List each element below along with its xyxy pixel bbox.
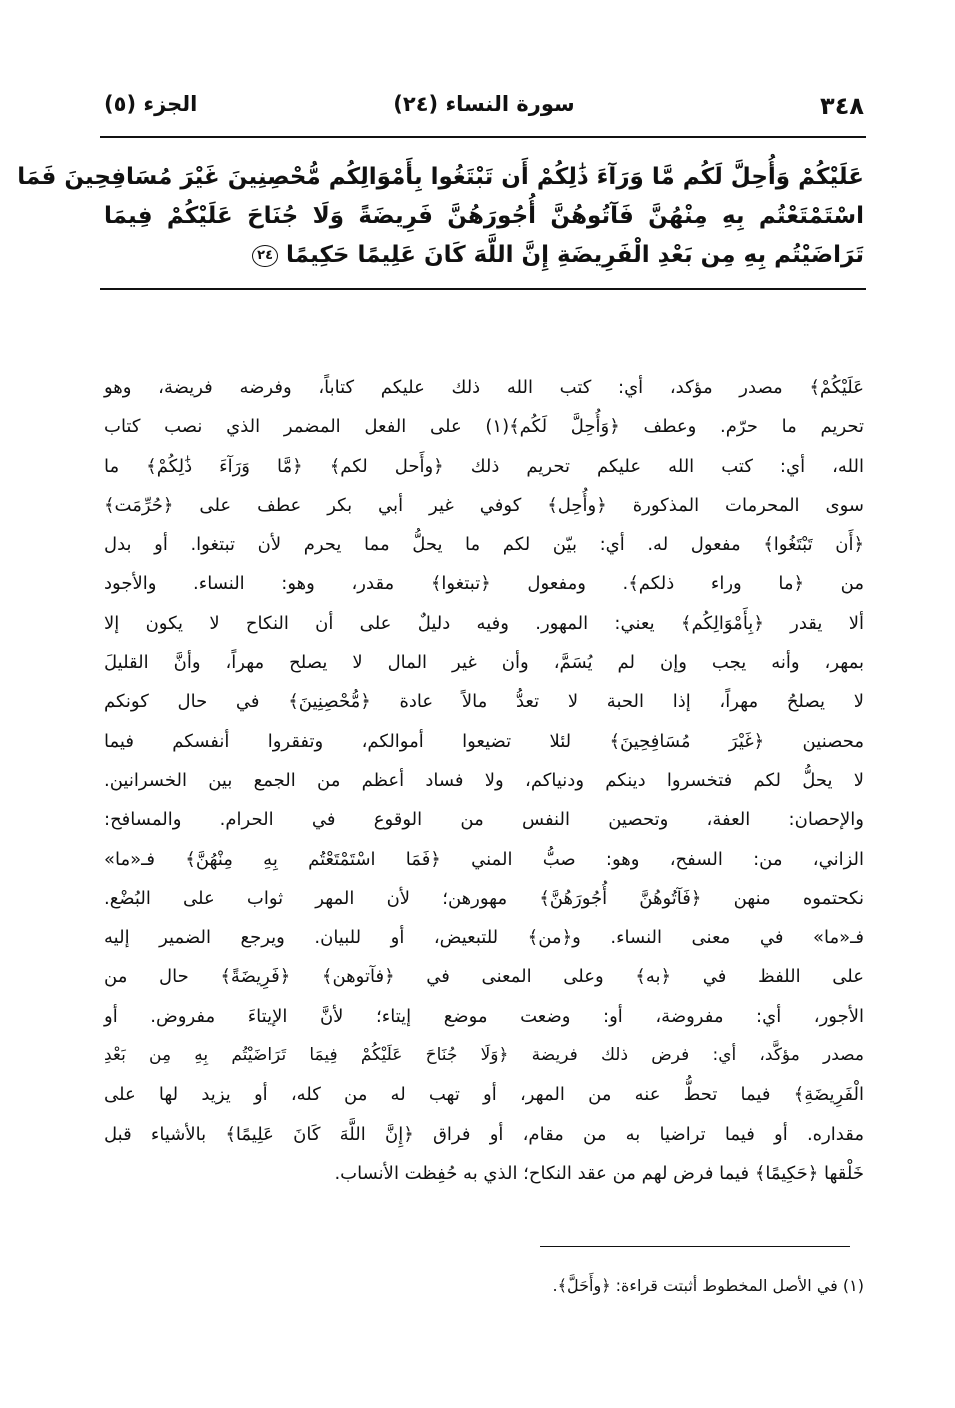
text-line: على اللفظ في ﴿به﴾ وعلى المعنى في ﴿فآتوهن﴾ ﴿فَرِيضَةً﴾ حال من <box>104 966 864 988</box>
text-line: الزاني، من: السفح، وهو: صبُّ المني ﴿فَمَا اسْتَمْتَعْتُم بِهِ مِنْهُنَّ﴾ فـ«ما» <box>104 848 864 870</box>
ayah-number-marker: ٢٤ <box>252 245 278 267</box>
page-number: ٣٤٨ <box>820 92 864 120</box>
text-line: عَلَيْكُمْ﴾ مصدر مؤكد، أي: كتب الله ذلك عليكم كتاباً، وفرضه فريضة، وهو <box>104 377 864 398</box>
text-line: لا يحلُّ لكم فتخسروا دينكم ودنياكم، ولا فساد أعظم من الجمع بين الخسرانين. <box>104 769 864 791</box>
running-header <box>104 86 864 126</box>
text-line: والإحصان: العفة، وتحصين النفس من الوقوع في الحرام. والمسافح: <box>104 809 864 831</box>
verse-rule <box>100 288 866 290</box>
text-line: الْفَرِيضَةِ﴾ فيما تحطُّ عنه من المهر، أو تهب له من كله، أو يزيد لها على <box>104 1084 864 1106</box>
text-line: خَلْقها ﴿حَكِيمًا﴾ فيما فرض لهم من عقد النكاح؛ الذي به حُفِظت الأنساب. <box>334 1162 864 1184</box>
surah-title: سورة النساء (٢٤) <box>393 92 575 116</box>
juz-label: الجزء (٥) <box>104 92 198 116</box>
verse-line <box>104 236 864 275</box>
text-line: تحريم ما حرّم. وعطف ﴿وَأُحِلَّ لَكُم﴾(١) على الفعل المضمر الذي نصب كتاب <box>104 416 864 438</box>
verse-line: اسْتَمْتَعْتُم بِهِ مِنْهُنَّ فَآتُوهُنَّ أُجُورَهُنَّ فَرِيضَةً وَلَا جُنَاحَ عَلَيْكُمْ فِيمَا <box>104 203 864 229</box>
text-line: لا يصلحُ مهراً، إذا الحبة لا تعدُّ مالاً عادة ﴿مُّحْصِنِينَ﴾ في حال كونكم <box>104 691 864 713</box>
text-line: من ﴿ما وراء ذلكم﴾. ومفعول ﴿تبتغوا﴾ مقدر، وهو: النساء. والأجود <box>104 573 864 595</box>
verse-line-text: تَرَاضَيْتُم بِهِ مِن بَعْدِ الْفَرِيضَةِ إِنَّ اللَّهَ كَانَ عَلِيمًا حَكِيمًا <box>286 242 864 268</box>
text-line: نكحتموه منهن ﴿فَآتُوهُنَّ أُجُورَهُنَّ﴾ مهورهن؛ لأن المهر ثواب على البُضْع. <box>104 887 864 909</box>
text-line: سوى المحرمات المذكورة ﴿وأُحِل﴾ كوفي غير أبي بكر عطف على ﴿حُرِّمَت﴾ <box>104 494 864 516</box>
header-rule <box>100 136 866 138</box>
text-line: مصدر مؤكَّد، أي: فرض ذلك فريضة ﴿وَلَا جُنَاحَ عَلَيْكُمْ فِيمَا تَرَاضَيْتُم بِهِ مِن بَعْدِ <box>104 1045 864 1066</box>
text-line: الأجور، أي: مفروضة، أو: وضعت موضع إيتاء؛ لأنَّ الإيتاءَ مفروض. أو <box>104 1005 864 1027</box>
text-line: محصنين ﴿غَيْرَ مُسَافِحِينَ﴾ لئلا تضيعوا أموالكم، وتفقروا أنفسكم فيما <box>104 730 864 752</box>
text-line: بمهر، وأنه يجب وإن لم يُسَمَّ، وأن غير المال لا يصلح مهراً، وأنَّ القليلَ <box>104 652 864 674</box>
verse-line: عَلَيْكُمْ وَأُحِلَّ لَكُم مَّا وَرَآءَ ذَٰلِكُمْ أَن تَبْتَغُوا بِأَمْوَالِكُم مُّحْصِنِينَ غَيْرَ مُسَافِحِينَ فَمَا <box>17 164 864 190</box>
text-line: ﴿أَن تَبْتَغُوا﴾ مفعول له. أي: بيّن لكم ما يحلُّ مما يحرم لأن تبتغوا. أو بدل <box>104 534 864 556</box>
text-line: مقداره. أو فيما تراضيا به من مقام، أو فراق ﴿إِنَّ اللَّهَ كَانَ عَلِيمًا﴾ بالأشياء قبل <box>104 1123 864 1145</box>
text-line: فـ«ما» في معنى النساء. و﴿من﴾ للتبعيض، أو للبيان. ويرجع الضمير إليه <box>104 927 864 949</box>
footnote-separator <box>540 1246 850 1247</box>
quran-verse <box>17 158 864 275</box>
text-line: ألا يقدر ﴿بِأَمْوَالِكُم﴾ يعني: المهور. وفيه دليلٌ على أن النكاح لا يكون إلا <box>104 612 864 634</box>
footnote: (١) في الأصل المخطوط أثبتت قراءة: ﴿وأَحَلَّ﴾. <box>552 1276 864 1295</box>
text-line: الله، أي: كتب الله عليكم تحريم ذلك ﴿وأَحل لكم﴾ ﴿مَّا وَرَآءَ ذَٰلِكُمْ﴾ ما <box>104 455 864 477</box>
commentary-text <box>104 368 864 1193</box>
